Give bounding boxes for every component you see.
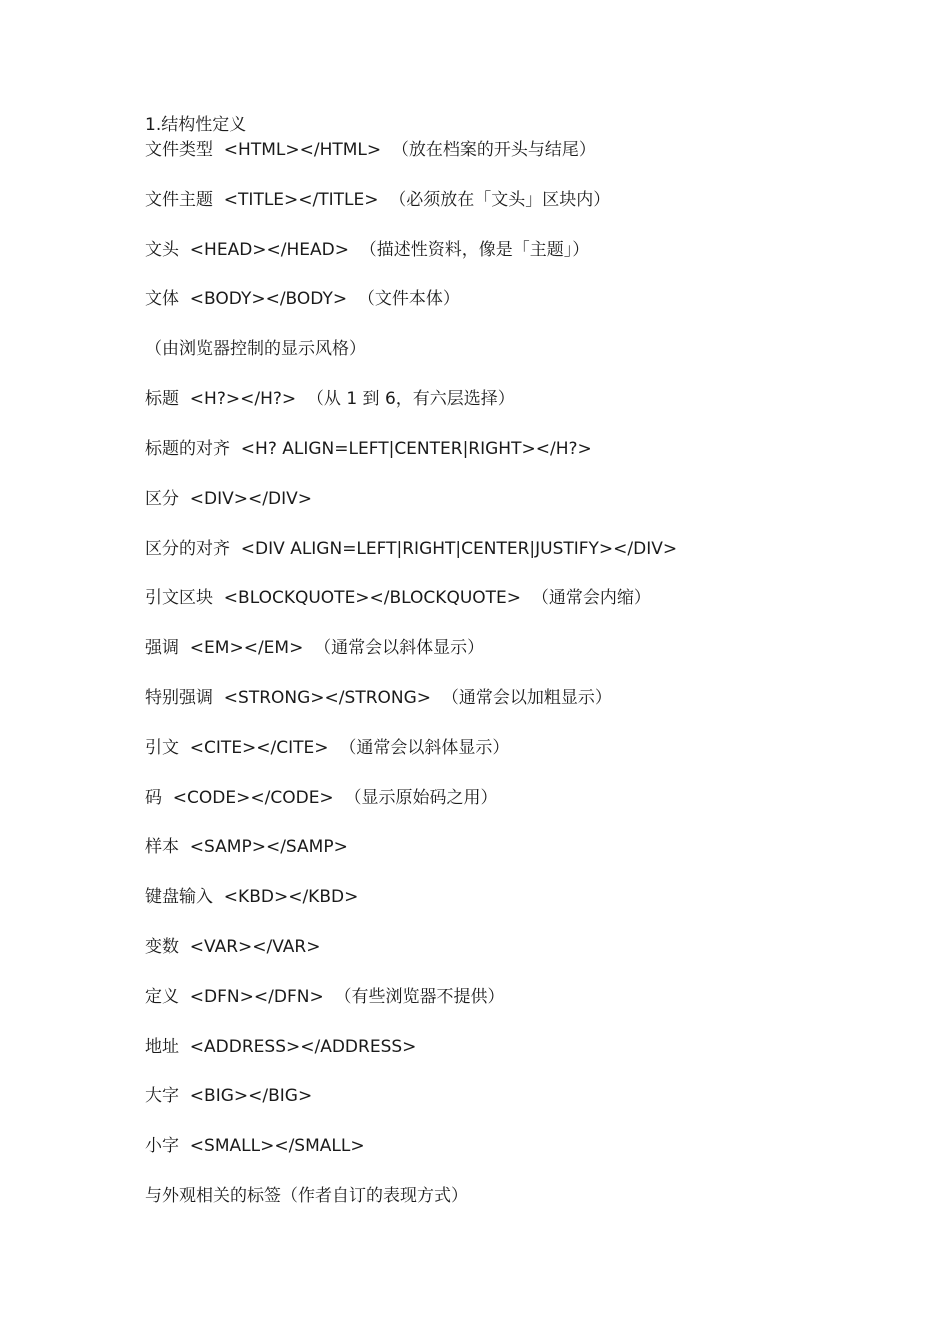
text-line: 样本 <SAMP></SAMP> [145, 837, 348, 857]
text-line: 大字 <BIG></BIG> [145, 1086, 313, 1106]
text-line: 引文 <CITE></CITE> （通常会以斜体显示） [145, 738, 510, 758]
text-line: 文件类型 <HTML></HTML> （放在档案的开头与结尾） [145, 140, 596, 160]
text-line: 标题 <H?></H?> （从 1 到 6，有六层选择） [145, 389, 515, 409]
text-line: 地址 <ADDRESS></ADDRESS> [145, 1037, 417, 1057]
text-line: 文头 <HEAD></HEAD> （描述性资料，像是「主题」） [145, 240, 590, 260]
text-line: 键盘输入 <KBD></KBD> [145, 887, 359, 907]
text-line: 特别强调 <STRONG></STRONG> （通常会以加粗显示） [145, 688, 612, 708]
text-line: 区分 <DIV></DIV> [145, 489, 312, 509]
text-line: 变数 <VAR></VAR> [145, 937, 321, 957]
text-line: 标题的对齐 <H? ALIGN=LEFT|CENTER|RIGHT></H?> [145, 439, 592, 459]
text-line: 强调 <EM></EM> （通常会以斜体显示） [145, 638, 485, 658]
text-line: 文体 <BODY></BODY> （文件本体） [145, 289, 460, 309]
section-title: 1.结构性定义 [145, 115, 247, 135]
text-line: 码 <CODE></CODE> （显示原始码之用） [145, 788, 498, 808]
text-line: 与外观相关的标签（作者自订的表现方式） [145, 1186, 468, 1206]
text-line: 引文区块 <BLOCKQUOTE></BLOCKQUOTE> （通常会内缩） [145, 588, 651, 608]
text-line: 文件主题 <TITLE></TITLE> （必须放在「文头」区块内） [145, 190, 611, 210]
text-line: （由浏览器控制的显示风格） [145, 339, 366, 359]
text-line: 区分的对齐 <DIV ALIGN=LEFT|RIGHT|CENTER|JUSTIFY></DIV> [145, 539, 678, 559]
text-line: 定义 <DFN></DFN> （有些浏览器不提供） [145, 987, 505, 1007]
text-line: 小字 <SMALL></SMALL> [145, 1136, 365, 1156]
